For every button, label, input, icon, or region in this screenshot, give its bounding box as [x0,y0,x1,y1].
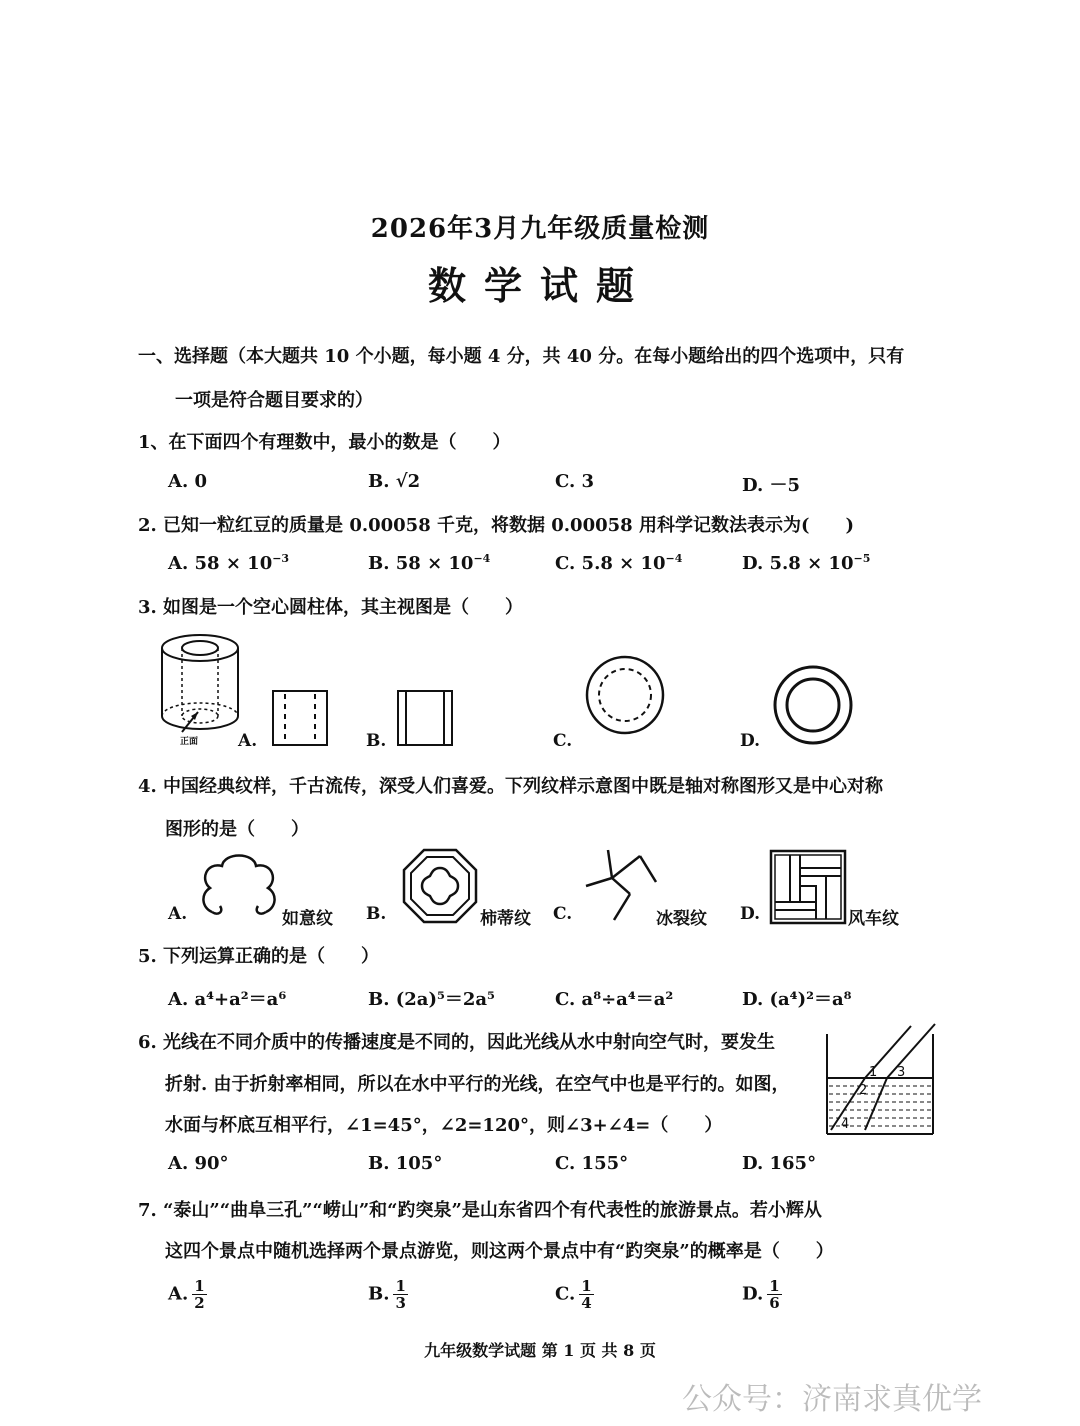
question-6-stem: 6. 光线在不同介质中的传播速度是不同的，因此光线从水中射向空气时，要发生 [138,1032,776,1053]
q7-d-den: 6 [769,1294,780,1312]
q1-option-d: D. －5 [742,475,801,496]
q1-option-b-value: √2 [395,471,421,492]
question-7-stem: 7. “泰山”“曲阜三孔”“崂山”和“趵突泉”是山东省四个有代表性的旅游景点。若小辉从 [138,1200,822,1221]
fengche-pattern-figure [770,850,846,924]
q4-option-a: A. [168,904,188,924]
question-4-stem: 4. 中国经典纹样，千古流传，深受人们喜爱。下列纹样示意图中既是轴对称图形又是中心对称 [138,776,884,797]
q4-option-b-name: 柿蒂纹 [480,909,531,929]
q7-d-label: D. [742,1283,764,1305]
q5-option-a: A. a⁴+a²＝a⁶ [168,989,287,1010]
q4-option-c-name: 冰裂纹 [656,909,707,929]
q7-option-a [168,1278,207,1311]
q2-option-d [742,552,870,574]
angle-4-label: 4 [841,1117,850,1132]
q7-b-fraction [393,1278,407,1311]
q7-c-den: 4 [581,1294,592,1312]
q2-d-text: D. 5.8 × 10 [742,553,854,574]
q3-option-a-figure [272,690,328,746]
question-6-stem-cont1: 折射. 由于折射率相同，所以在水中平行的光线，在空气中也是平行的。如图， [165,1074,790,1095]
q2-c-exp: −4 [665,552,683,565]
question-5-stem: 5. 下列运算正确的是（ ） [138,946,380,967]
q2-option-c [555,552,682,574]
page-title: 数学试题 [427,263,652,308]
q3-option-d: D. [740,731,761,751]
q3-option-c: C. [553,731,573,751]
q7-c-num: 1 [581,1277,592,1295]
q2-a-text: A. 58 × 10 [168,553,273,574]
q7-option-b [368,1278,408,1311]
q6-option-b: B. 105° [368,1153,443,1174]
q7-a-fraction [192,1278,206,1311]
q2-option-a [168,552,289,574]
angle-2-label: 2 [859,1083,868,1098]
question-3-stem: 3. 如图是一个空心圆柱体，其主视图是（ ） [138,597,524,618]
q7-a-den: 2 [194,1294,205,1312]
q2-d-exp: −5 [853,552,871,565]
q2-c-text: C. 5.8 × 10 [555,553,666,574]
question-6-stem-cont2: 水面与杯底互相平行，∠1=45°，∠2=120°，则∠3+∠4=（ ） [165,1115,723,1136]
q7-c-label: C. [555,1283,576,1305]
q5-option-d: D. (a⁴)²＝a⁸ [742,989,852,1010]
q3-option-d-figure [773,665,853,745]
q2-b-text: B. 58 × 10 [368,553,474,574]
q1-option-b [368,471,420,492]
q2-option-b [368,552,490,574]
q7-a-num: 1 [194,1277,205,1295]
q4-option-c: C. [553,904,573,924]
exam-header: 2026年3月九年级质量检测 [370,214,710,244]
q4-option-b: B. [366,904,387,924]
q5-option-c: C. a⁸÷a⁴＝a² [555,989,674,1010]
q7-d-fraction [767,1278,781,1311]
q4-option-d: D. [740,904,761,924]
refraction-beaker-figure [825,1020,937,1138]
question-4-stem-cont: 图形的是（ ） [165,819,309,840]
angle-3-label: 3 [897,1065,906,1080]
q3-option-c-figure [585,655,665,735]
ruyi-pattern-figure [198,848,280,920]
q1-option-a: A. 0 [168,471,208,492]
question-2-stem: 2. 已知一粒红豆的质量是 0.00058 千克，将数据 0.00058 用科学记数法表示为( ) [138,515,854,536]
q6-option-c: C. 155° [555,1153,629,1174]
q7-option-d [742,1278,782,1311]
q3-option-a: A. [238,731,258,751]
section-heading: 一、选择题（本大题共 10 个小题，每小题 4 分，共 40 分。在每小题给出的四个选项中，只有 [138,346,905,367]
q4-option-a-name: 如意纹 [282,909,333,929]
shidi-pattern-figure [402,848,478,924]
q2-a-exp: −3 [272,552,290,565]
q7-b-den: 3 [395,1294,406,1312]
front-view-note: 正面 [180,737,199,747]
q7-b-num: 1 [395,1277,406,1295]
section-heading-cont: 一项是符合题目要求的） [175,390,373,411]
q1-option-b-label: B. [368,471,396,492]
q5-option-b: B. (2a)⁵＝2a⁵ [368,989,495,1010]
q2-b-exp: −4 [473,552,491,565]
q7-a-label: A. [168,1283,189,1305]
q7-c-fraction [579,1278,593,1311]
hollow-cylinder-figure [160,632,240,747]
q7-b-label: B. [368,1283,390,1305]
angle-1-label: 1 [869,1065,878,1080]
q7-option-c [555,1278,594,1311]
page-footer: 九年级数学试题 第 1 页 共 8 页 [424,1341,656,1360]
q6-option-d: D. 165° [742,1153,817,1174]
q7-d-num: 1 [769,1277,780,1295]
q3-option-b: B. [366,731,387,751]
q3-option-b-figure [397,690,453,746]
q6-option-a: A. 90° [168,1153,229,1174]
watermark: 公众号：济南求真优学 [682,1382,982,1417]
binglie-pattern-figure [580,848,660,922]
q4-option-d-name: 风车纹 [848,909,899,929]
question-1-stem: 1、在下面四个有理数中，最小的数是（ ） [138,432,511,453]
q1-option-c: C. 3 [555,471,595,492]
question-7-stem-cont: 这四个景点中随机选择两个景点游览，则这两个景点中有“趵突泉”的概率是（ ） [165,1241,834,1262]
